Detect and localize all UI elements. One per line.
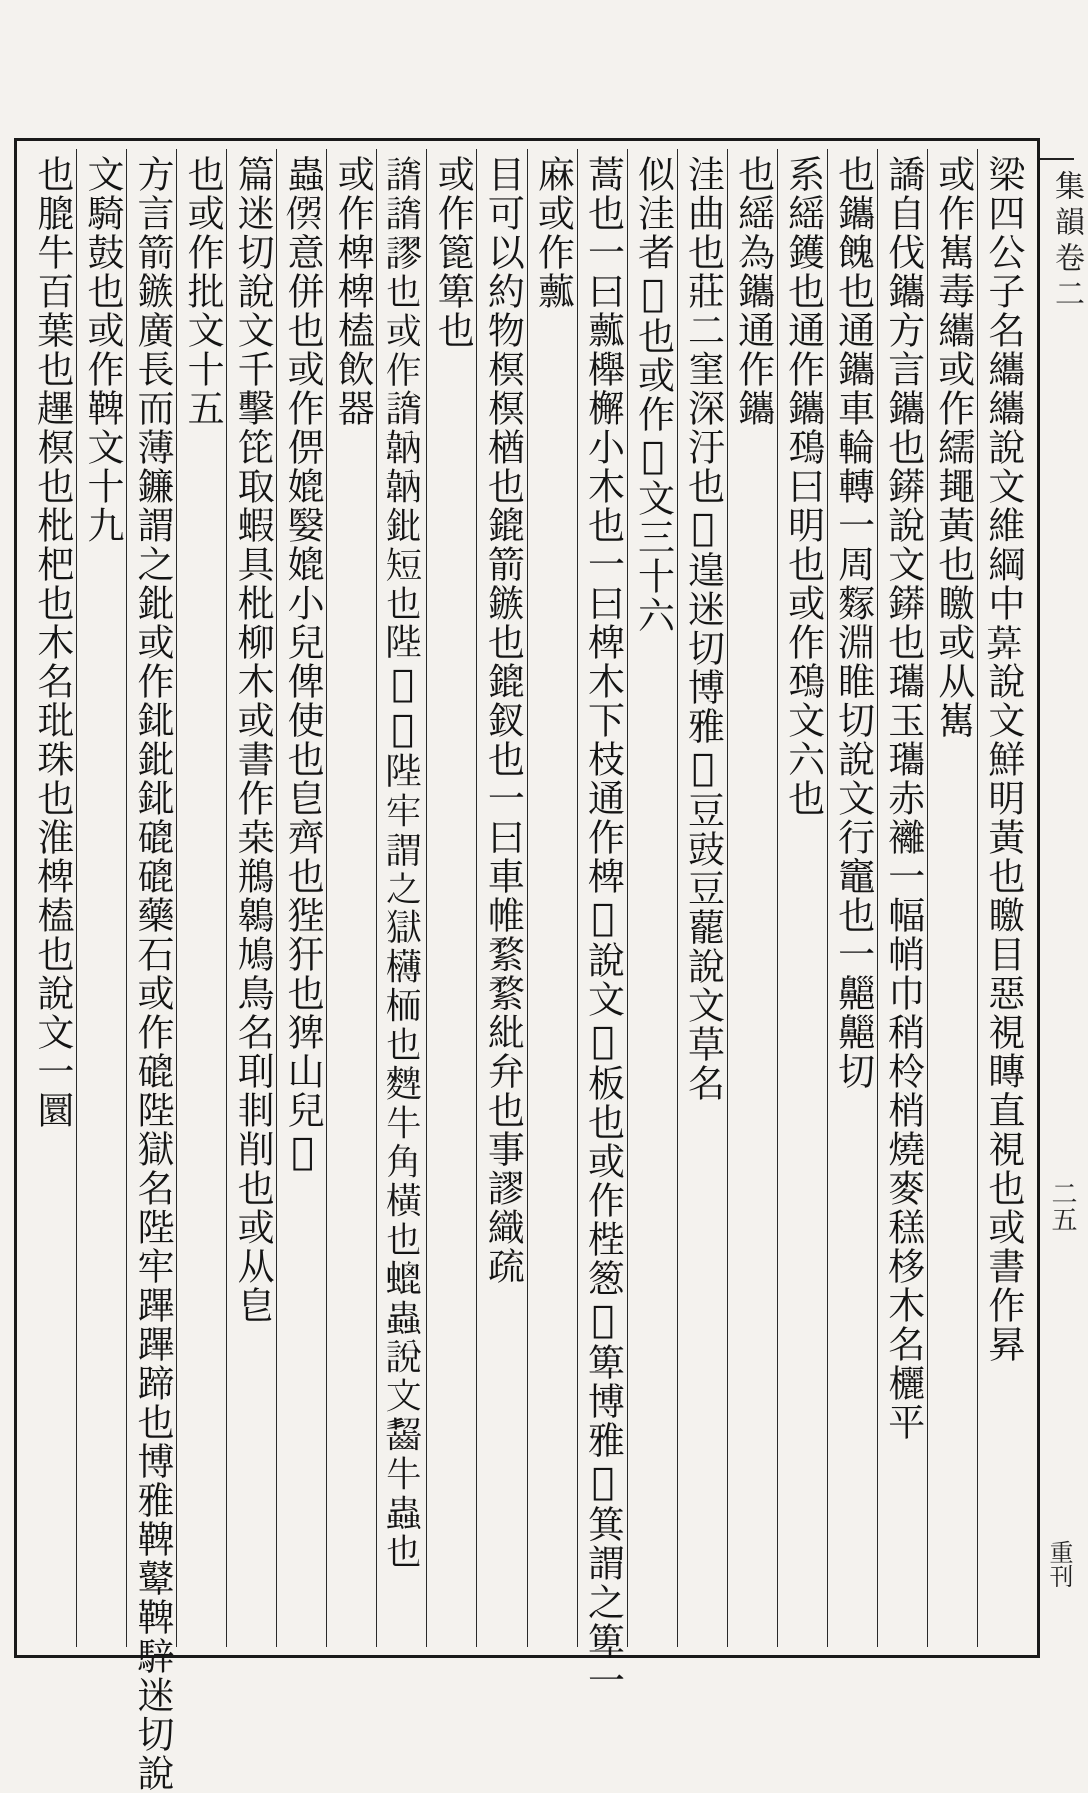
column-text: 篇迷切說文千擊笓取蝦具枇柳木或書作桒鵧鷎鳩鳥名刵剕削也或从皀 [231,155,275,1325]
column-text: 文騎鼓也或作鞞文十九 [80,155,124,545]
column-text: 洼曲也莊二窐深汙也𨈂遑迷切博雅𨈂豆豉豆藣說文草名 [681,155,725,1103]
text-column [276,149,326,1647]
text-column [827,149,877,1647]
text-column [76,149,126,1647]
page-margin [1040,150,1084,1650]
margin-page-number: 二五 [1047,1180,1077,1232]
column-text: 目可以約物榠榠楢也鎞箭鏃也鎞釵也一曰車帷䋷䋷紕弁也事謬織疏 [481,155,525,1286]
column-text: 方言箭鏃廣長而薄鐮謂之鈚或作鉳鈚鉳磇磇藥石或作磇陛獄名陛牢蹕蹕蹄也博雅鞞鼙鞞騂迷切說 [131,155,175,1793]
text-column [326,149,376,1647]
column-text: 也䌊為鑴通作鑴 [731,155,775,428]
text-columns [27,149,1027,1793]
column-text: 梁四公子名纗纗說文維綱中𦳕說文鮮明黃也䁶目惡視䁣直視也或書作昪 [981,155,1025,1364]
text-column [176,149,226,1647]
column-text: 也膍牛百葉也䟆榠也枇杷也木名玭珠也淮椑榼也說文一圜 [30,155,74,1130]
margin-reprint-mark: 重刊 [1045,1540,1073,1588]
text-column [527,149,577,1647]
text-column [476,149,526,1647]
text-column [627,149,677,1647]
column-text: 蟲𠊨意併也或作㑭媲嫛媲小兒俾使也皀齊也狴犴也猈山兒𨿊 [281,155,325,1175]
text-column [376,149,426,1647]
column-text: 𧫐𧫐謬也或作𧫐䪏䪏鈚短也陛𨿊𨿊陛牢謂之獄欂栭也䴽牛角橫也螕蟲說文齧牛蟲也 [381,155,425,1571]
text-column [426,149,476,1647]
text-column [226,149,276,1647]
text-column [126,149,176,1793]
text-column [677,149,727,1647]
column-text: 麻或作䕯 [531,155,575,311]
column-text: 或作篦箄也 [431,155,475,350]
column-text: 譑自伐鑴方言鑴也䥈說文䥈也瓗玉瓗赤䙰一幅帩巾稍柃梢燒麥䅵栘木名欐平 [881,155,925,1442]
text-column [977,149,1027,1647]
margin-title: 集韻卷二 [1049,170,1084,314]
column-text: 系䌊鑊也通作鑴䲹曰明也或作䲹文六也 [781,155,825,818]
column-text: 似洼者𨈂也或作𨈂文三十六 [631,155,675,635]
text-column [927,149,977,1647]
column-text: 或作椑椑榼飲器 [331,155,375,428]
text-column [777,149,827,1647]
column-text: 蒿也一曰䕯櫸檞小木也一曰椑木下枝通作椑𣐟說文𣐟板也或作梐䈡𥳒箄博雅𥳒箕謂之箄一 [581,155,625,1700]
column-text: 或作嶲毒纗或作繻䵷黃也䁶或从嶲 [931,155,975,740]
column-text: 也鑴餽也通鑴車輪轉一周䴿淵睢切說文行竈也一齆齆切 [831,155,875,1091]
fishtail-mark-top [1040,158,1074,160]
printed-frame [14,138,1040,1793]
text-column [27,149,76,1647]
text-column [577,149,627,1700]
text-column [727,149,777,1647]
column-text: 也或作批文十五 [181,155,225,428]
text-column [877,149,927,1647]
